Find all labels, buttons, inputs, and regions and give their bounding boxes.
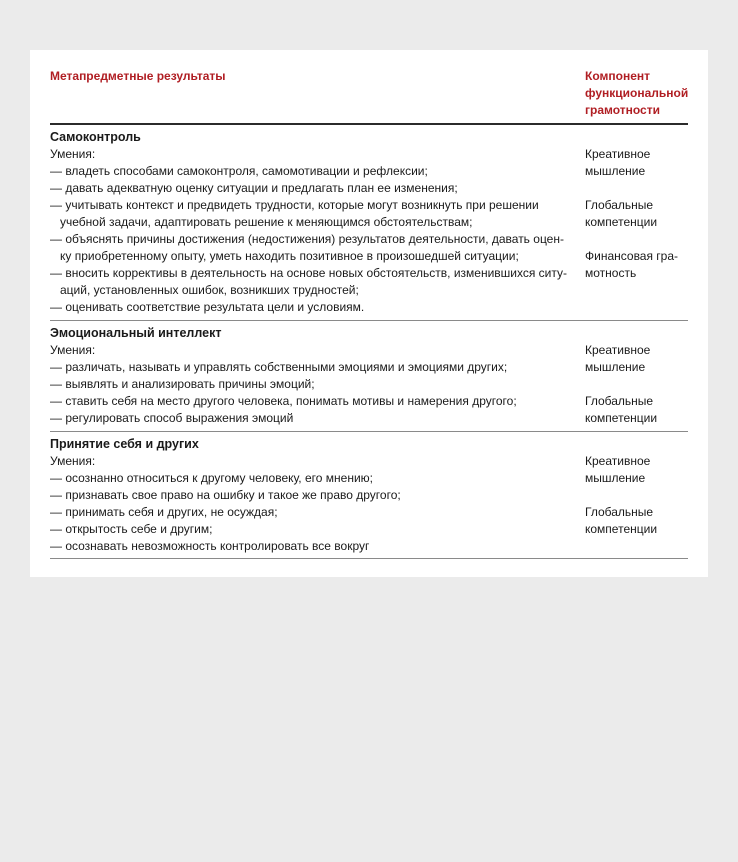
list-item: — регулировать способ выражения эмоций [50, 411, 294, 425]
section-title: Самоконтроль [50, 130, 141, 144]
document-card [30, 50, 708, 577]
skills-list [50, 146, 575, 316]
list-item: — осознавать невозможность контролировать все вокруг [50, 539, 370, 553]
component-label: Глобальные компетенции [585, 394, 658, 425]
list-item: — давать адекватную оценку ситуации и предлагать план ее изменения; [50, 181, 458, 195]
list-item: — ставить себя на место другого человека, понимать мотивы и намерения другого; [50, 394, 517, 408]
list-item: — различать, называть и управлять собственными эмоциями и эмоциями других; [50, 360, 508, 374]
skills-list [50, 453, 575, 555]
list-item: — владеть способами самоконтроля, самомотивации и рефлексии; [50, 164, 428, 178]
header-results-label: Метапредметные результаты [50, 69, 226, 83]
section-title: Эмоциональный интеллект [50, 326, 222, 340]
table-header [50, 66, 688, 125]
list-item: аций, установленных ошибок, возникших трудностей; [50, 283, 359, 297]
section-emotional-intelligence [50, 321, 688, 432]
component-label: Креативное мышление [585, 343, 651, 374]
list-item: — оценивать соответствие результата цели и условиям. [50, 300, 365, 314]
component-label: Глобальные компетенции [585, 198, 658, 229]
list-item: — вносить коррективы в деятельность на основе новых обстоятельств, изменившихся ситу- [50, 266, 568, 280]
list-item: Умения: [50, 454, 96, 468]
list-item: — открытость себе и другим; [50, 522, 213, 536]
list-item: — признавать свое право на ошибку и такое же право другого; [50, 488, 401, 502]
skills-list [50, 342, 575, 427]
section-title: Принятие себя и других [50, 437, 199, 451]
header-component-label: Компонент функциональной грамотности [585, 69, 689, 117]
list-item: учебной задачи, адаптировать решение к меняющимся обстоятельствам; [50, 215, 473, 229]
list-item: Умения: [50, 343, 96, 357]
results-table [50, 66, 688, 559]
component-label: Финансовая гра- мотность [585, 249, 679, 280]
section-self-control [50, 125, 688, 321]
section-self-acceptance [50, 432, 688, 559]
component-label: Креативное мышление [585, 454, 651, 485]
component-label: Креативное мышление [585, 147, 651, 178]
list-item: — учитывать контекст и предвидеть трудности, которые могут возникнуть при решении [50, 198, 539, 212]
list-item: — объяснять причины достижения (недостижения) результатов деятельности, давать оцен- [50, 232, 564, 246]
list-item: — принимать себя и других, не осуждая; [50, 505, 278, 519]
list-item: — осознанно относиться к другому человеку, его мнению; [50, 471, 373, 485]
list-item: Умения: [50, 147, 96, 161]
list-item: — выявлять и анализировать причины эмоций; [50, 377, 315, 391]
list-item: ку приобретенному опыту, уметь находить позитивное в произошедшей ситуации; [50, 249, 519, 263]
component-label: Глобальные компетенции [585, 505, 658, 536]
